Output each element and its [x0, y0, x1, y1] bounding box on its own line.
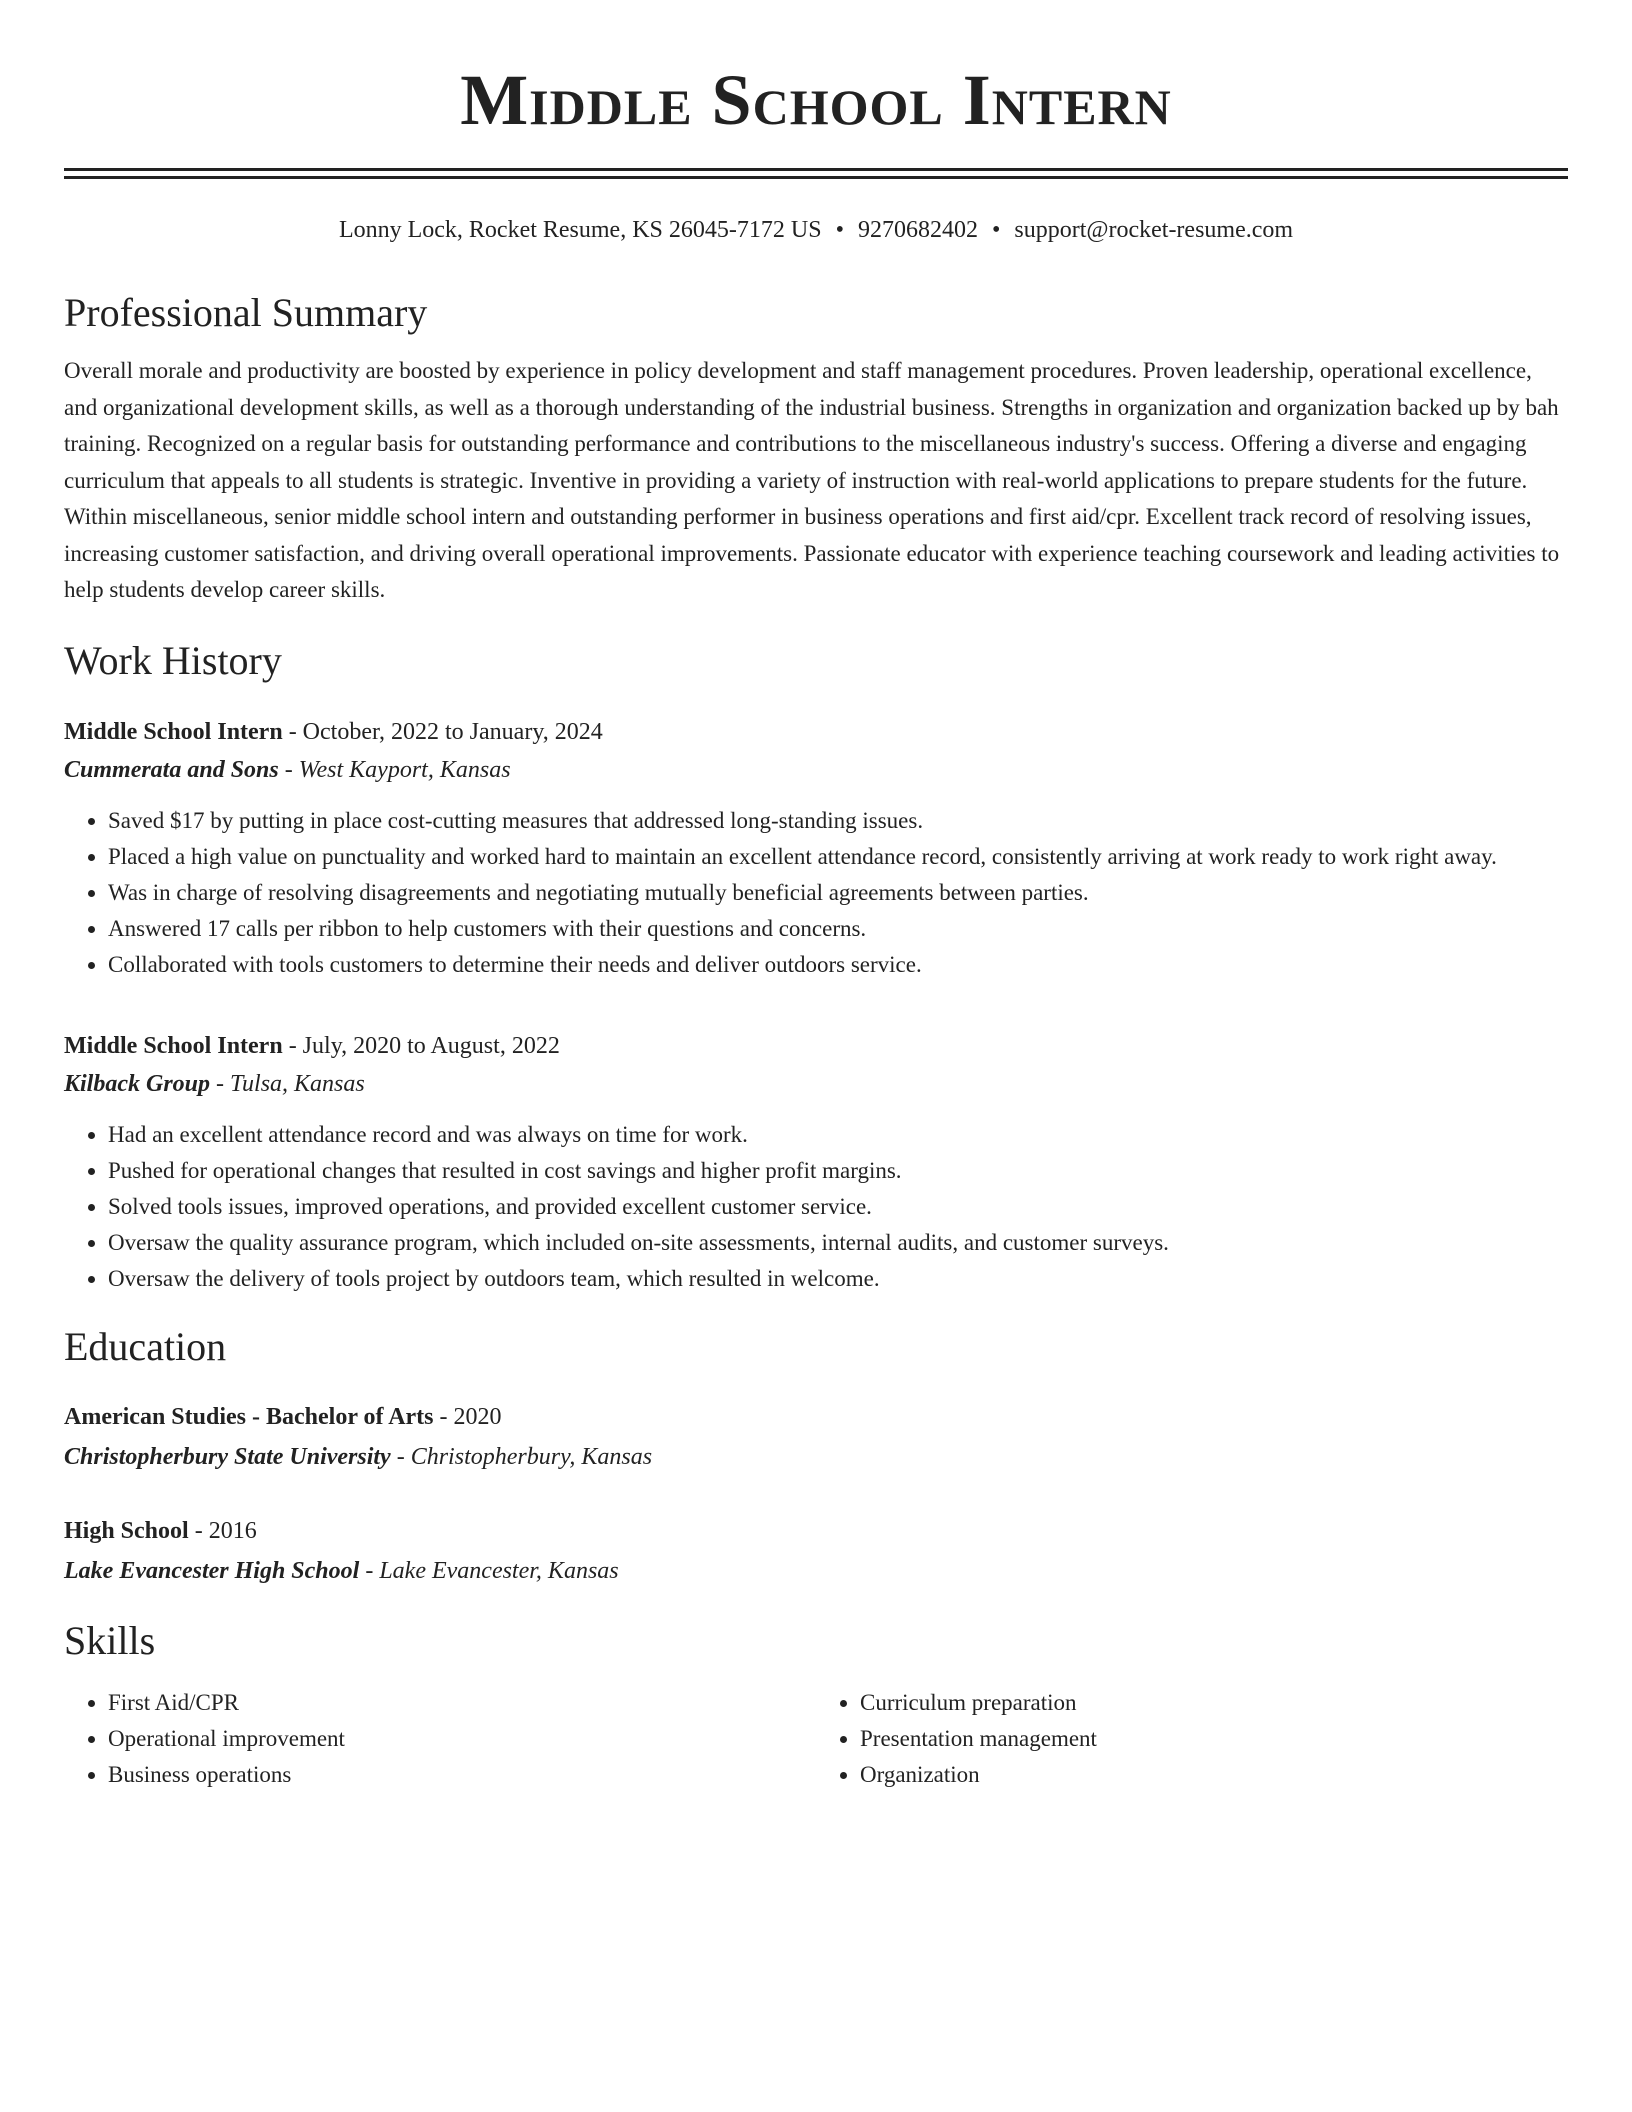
bullet-separator: • — [835, 217, 844, 243]
section-heading-summary: Professional Summary — [64, 290, 428, 335]
resume-name: Middle School Intern — [460, 60, 1172, 140]
education-location: - Christopherbury, Kansas — [390, 1443, 653, 1470]
job-company: Kilback Group — [64, 1070, 211, 1097]
education-school-line — [64, 1551, 1568, 1591]
skills-list-right — [816, 1685, 1568, 1793]
header-divider-bottom — [64, 176, 1568, 179]
skills-columns — [64, 1685, 1568, 1793]
list-item: • Had an excellent attendance record and was always on time for work. — [108, 1117, 1568, 1153]
job-dates: - October, 2022 to January, 2024 — [282, 718, 603, 745]
education-location: - Lake Evancester, Kansas — [359, 1557, 619, 1584]
education-entry — [64, 1397, 1568, 1477]
contact-address: Lonny Lock, Rocket Resume, KS 26045-7172 US — [338, 217, 822, 243]
education-school: Christopherbury State University — [64, 1443, 391, 1470]
list-item: • Solved tools issues, improved operations, and provided excellent customer service. — [108, 1189, 1568, 1225]
job-title: Middle School Intern — [64, 718, 283, 745]
list-item: • Placed a high value on punctuality and worked hard to maintain an excellent attendance record, consistently arriving at work ready to work right away. — [108, 839, 1568, 875]
summary-text: Overall morale and productivity are boosted by experience in policy development and staff management procedures. Proven leadership, operational excellence, and organizational development skills, as well as a thorough understanding of the industrial business. Strengths in organization and organization backed up by bah training. Recognized on a regular basis for outstanding performance and contributions to the miscellaneous industry's success. Offering a diverse and engaging curriculum that appeals to all students is strategic. Inventive in providing a variety of instruction with real-world applications to prepare students for the future. Within miscellaneous, senior middle school intern and outstanding performer in business operations and first aid/cpr. Excellent track record of resolving issues, increasing customer satisfaction, and driving overall operational improvements. Passionate educator with experience teaching coursework and leading activities to help students develop career skills. — [64, 358, 1560, 602]
job-dates: - July, 2020 to August, 2022 — [282, 1032, 560, 1059]
section-heading-work-history: Work History — [64, 637, 282, 683]
section-heading-education: Education — [64, 1323, 227, 1369]
list-item: • Saved $17 by putting in place cost-cutting measures that addressed long-standing issues. — [108, 803, 1568, 839]
job-bullets — [64, 803, 1568, 983]
section-heading-skills: Skills — [64, 1617, 156, 1663]
contact-email: support@rocket-resume.com — [1014, 217, 1294, 243]
education-degree-line — [64, 1397, 1568, 1437]
education-school-line — [64, 1437, 1568, 1477]
list-item: • Answered 17 calls per ribbon to help customers with their questions and concerns. — [108, 911, 1568, 947]
contact-line — [64, 215, 1568, 245]
skill-item: • Presentation management — [860, 1721, 1568, 1757]
list-item: • Oversaw the delivery of tools project by outdoors team, which resulted in welcome. — [108, 1261, 1568, 1297]
job-location: - Tulsa, Kansas — [210, 1070, 365, 1097]
bullet-separator: • — [991, 217, 1001, 243]
job-header — [64, 713, 1568, 751]
job-entry — [64, 1027, 1568, 1297]
list-item: • Pushed for operational changes that resulted in cost savings and higher profit margins. — [108, 1153, 1568, 1189]
job-employer — [64, 1065, 1568, 1103]
education-entry — [64, 1511, 1568, 1591]
list-item: • Was in charge of resolving disagreements and negotiating mutually beneficial agreements between parties. — [108, 875, 1568, 911]
job-bullets — [64, 1117, 1568, 1297]
skill-item: • Business operations — [108, 1757, 816, 1793]
education-year: - 2016 — [188, 1517, 257, 1544]
skills-list-left — [64, 1685, 816, 1793]
job-entry — [64, 713, 1568, 983]
education-degree: High School — [64, 1517, 189, 1544]
list-item: • Collaborated with tools customers to determine their needs and deliver outdoors service. — [108, 947, 1568, 983]
job-location: - West Kayport, Kansas — [278, 756, 511, 783]
education-degree: American Studies - Bachelor of Arts — [64, 1403, 434, 1430]
job-employer — [64, 751, 1568, 789]
skill-item: • Curriculum preparation — [860, 1685, 1568, 1721]
list-item: • Oversaw the quality assurance program, which included on-site assessments, internal audits, and customer surveys. — [108, 1225, 1568, 1261]
skill-item: • Operational improvement — [108, 1721, 816, 1757]
contact-phone: 9270682402 — [857, 217, 978, 243]
education-degree-line — [64, 1511, 1568, 1551]
job-title: Middle School Intern — [64, 1032, 283, 1059]
job-header — [64, 1027, 1568, 1065]
skill-item: • First Aid/CPR — [108, 1685, 816, 1721]
skill-item: • Organization — [860, 1757, 1568, 1793]
education-school: Lake Evancester High School — [64, 1557, 360, 1584]
education-year: - 2020 — [433, 1403, 502, 1430]
job-company: Cummerata and Sons — [64, 756, 279, 783]
